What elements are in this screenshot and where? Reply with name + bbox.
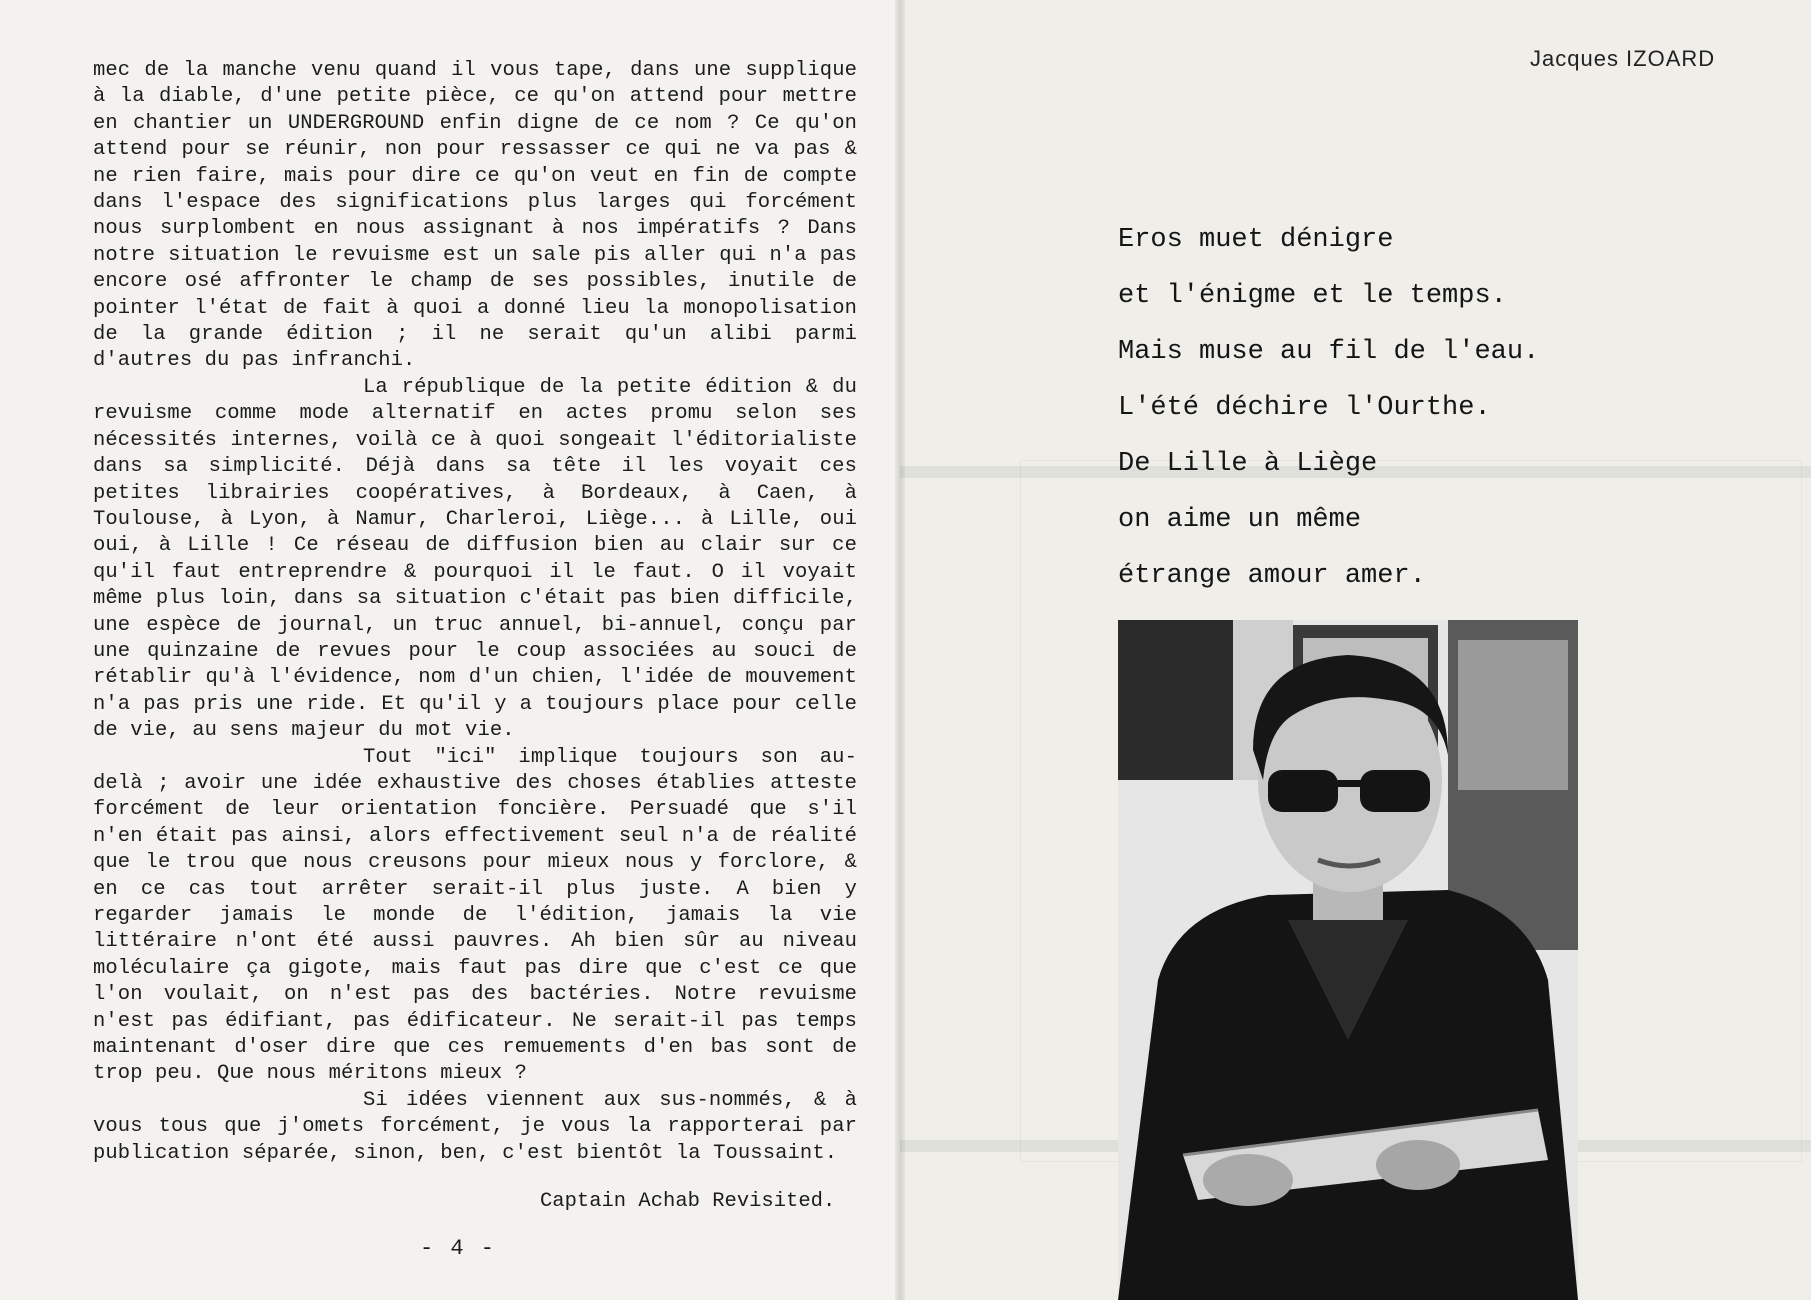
essay-text — [93, 58, 857, 1167]
left-page — [0, 0, 900, 1300]
poem-line: Mais muse au fil de l'eau. — [1118, 337, 1540, 367]
poem-line: et l'énigme et le temps. — [1118, 281, 1507, 311]
signature: Captain Achab Revisited. — [540, 1190, 836, 1213]
essay-paragraph: La république de la petite édition & du revuisme comme mode alternatif en actes promu selon ses nécessités internes, voilà ce à quoi songeait l'éditorialiste dans sa simplicité. Déjà dans sa tête il les voyait ces petites librairies coopératives, à Bordeaux, à Caen, à Toulouse, à Lyon, à Namur, Charleroi, Liège... à Lille, oui oui, à Lille ! Ce réseau de diffusion bien au clair sur ce qu'il faut entreprendre & pourquoi il le faut. O il voyait même plus loin, dans sa situation c'était pas bien difficile, une espèce de journal, un truc annuel, bi-annuel, conçu par une quinzaine de revues pour le coup associées au souci de rétablir qu'à l'évidence, nom d'un chien, l'idée de mouvement n'a pas pris une ride. Et qu'il y a toujours place pour celle de vie, au sens majeur du mot vie. — [93, 375, 857, 743]
essay-paragraph: Si idées viennent aux sus-nommés, & à vous tous que j'omets forcément, je vous la rapporterai par publication séparée, sinon, ben, c'est bientôt la Toussaint. — [93, 1088, 857, 1165]
page-number: - 4 - — [420, 1236, 497, 1261]
author-photo-illustration — [1118, 620, 1578, 1300]
essay-paragraph: Tout "ici" implique toujours son au-delà ; avoir une idée exhaustive des choses établies atteste forcément de leur orientation foncière. Persuadé que s'il n'en était pas ainsi, alors effectivement seul n'a de réalité que le trou que nous creusons pour mieux nous y forclore, & en ce cas tout arrêter serait-il plus juste. A bien y regarder jamais le monde de l'édition, jamais la vie littéraire n'ont été aussi pauvres. Ah bien sûr au niveau moléculaire ça gigote, mais faut pas dire que c'est ce que l'on voulait, on n'est pas des bactéries. Notre revuisme n'est pas édifiant, pas édificateur. Ne serait-il pas temps maintenant d'oser dire que ces remuements d'en bas sont de trop peu. Que nous méritons mieux ? — [93, 745, 857, 1086]
poem-line: on aime un même — [1118, 505, 1362, 535]
author-name: Jacques IZOARD — [1530, 46, 1716, 71]
essay-paragraph: mec de la manche venu quand il vous tape, dans une supplique à la diable, d'une petite pièce, ce qu'on attend pour mettre en chantier un UNDERGROUND enfin digne de ce nom ? Ce qu'on attend pour se réunir, non pour ressasser ce qui ne va pas & ne rien faire, mais pour dire ce qu'on veut en fin de compte dans l'espace des significations plus larges qui forcément nous surplombent en nous assignant à nos impératifs ? Dans notre situation le revuisme est un sale pis aller qui n'a pas encore osé affronter le champ de ses possibles, inutile de pointer l'état de fait à quoi a donné lieu la monopolisation de la grande édition ; il ne serait qu'un alibi parmi d'autres du pas infranchi. — [93, 59, 857, 373]
poem-line: De Lille à Liège — [1118, 449, 1378, 479]
page-gutter — [895, 0, 905, 1300]
poem — [1118, 212, 1539, 604]
poem-line: étrange amour amer. — [1118, 561, 1426, 591]
author-photo — [1118, 620, 1578, 1300]
poem-line: Eros muet dénigre — [1118, 225, 1394, 255]
poem-line: L'été déchire l'Ourthe. — [1118, 393, 1491, 423]
